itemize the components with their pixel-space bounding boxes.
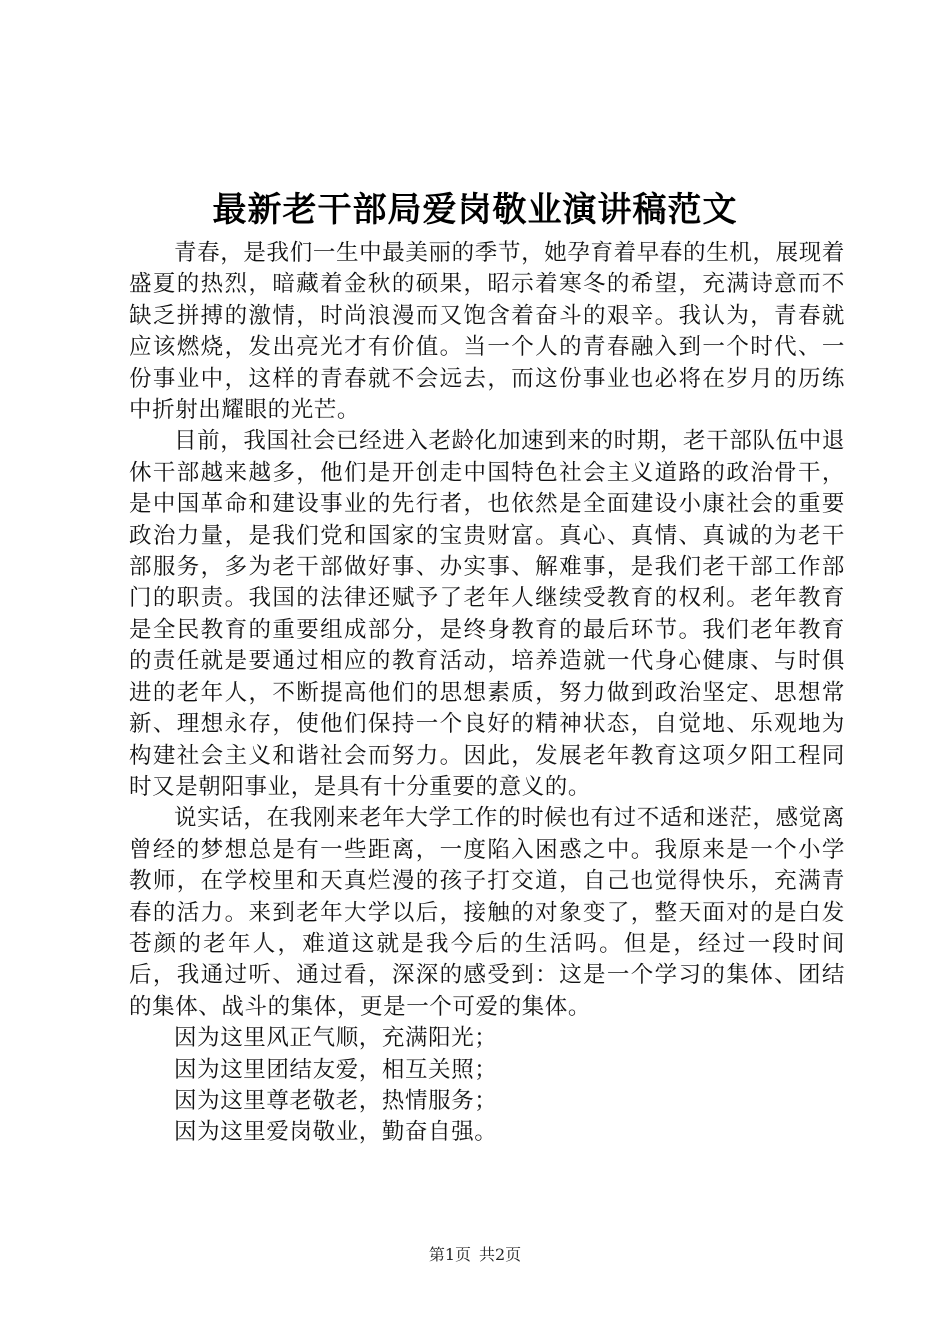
paragraph-personal-experience: 说实话，在我刚来老年大学工作的时候也有过不适和迷茫，感觉离曾经的梦想总是有一些距离，一度陷入困惑之中。我原来是一个小学教师，在学校里和天真烂漫的孩子打交道，自己也觉得快乐，充满青春的活力。来到老年大学以后，接触的对象变了，整天面对的是白发苍颜的老年人，难道这就是我今后的生活吗。但是，经过一段时间后，我通过听、通过看，深深的感受到：这是一个学习的集体、团结的集体、战斗的集体，更是一个可爱的集体。 [129, 805, 845, 1020]
paragraph-reason-4: 因为这里爱岗敬业，勤奋自强。 [174, 1119, 498, 1146]
paragraph-reason-1: 因为这里风正气顺，充满阳光； [174, 1025, 498, 1052]
paragraph-aging-society: 目前，我国社会已经进入老龄化加速到来的时期，老干部队伍中退休干部越来越多，他们是开创走中国特色社会主义道路的政治骨干，是中国革命和建设事业的先行者，也依然是全面建设小康社会的重要政治力量，是我们党和国家的宝贵财富。真心、真情、真诚的为老干部服务，多为老干部做好事、办实事、解难事，是我们老干部工作部门的职责。我国的法律还赋予了老年人继续受教育的权利。老年教育是全民教育的重要组成部分，是终身教育的最后环节。我们老年教育的责任就是要通过相应的教育活动，培养造就一代身心健康、与时俱进的老年人，不断提高他们的思想素质，努力做到政治坚定、思想常新、理想永存，使他们保持一个良好的精神状态，自觉地、乐观地为构建社会主义和谐社会而努力。因此，发展老年教育这项夕阳工程同时又是朝阳事业，是具有十分重要的意义的。 [129, 428, 845, 800]
paragraph-reason-2: 因为这里团结友爱，相互关照； [174, 1056, 498, 1083]
paragraph-reason-3: 因为这里尊老敬老，热情服务； [174, 1087, 498, 1114]
document-body [129, 238, 845, 1149]
page-total: 共2页 [479, 1245, 522, 1264]
page-number: 第1页 [428, 1245, 471, 1264]
document-title: 最新老干部局爱岗敬业演讲稿范文 [212, 190, 738, 230]
paragraph-youth: 青春，是我们一生中最美丽的季节，她孕育着早春的生机，展现着盛夏的热烈，暗藏着金秋的硕果，昭示着寒冬的希望，充满诗意而不缺乏拼搏的激情，时尚浪漫而又饱含着奋斗的艰辛。我认为，青春就应该燃烧，发出亮光才有价值。当一个人的青春融入到一个时代、一份事业中，这样的青春就不会远去，而这份事业也必将在岁月的历练中折射出耀眼的光芒。 [129, 240, 845, 424]
page-footer [0, 1245, 950, 1265]
